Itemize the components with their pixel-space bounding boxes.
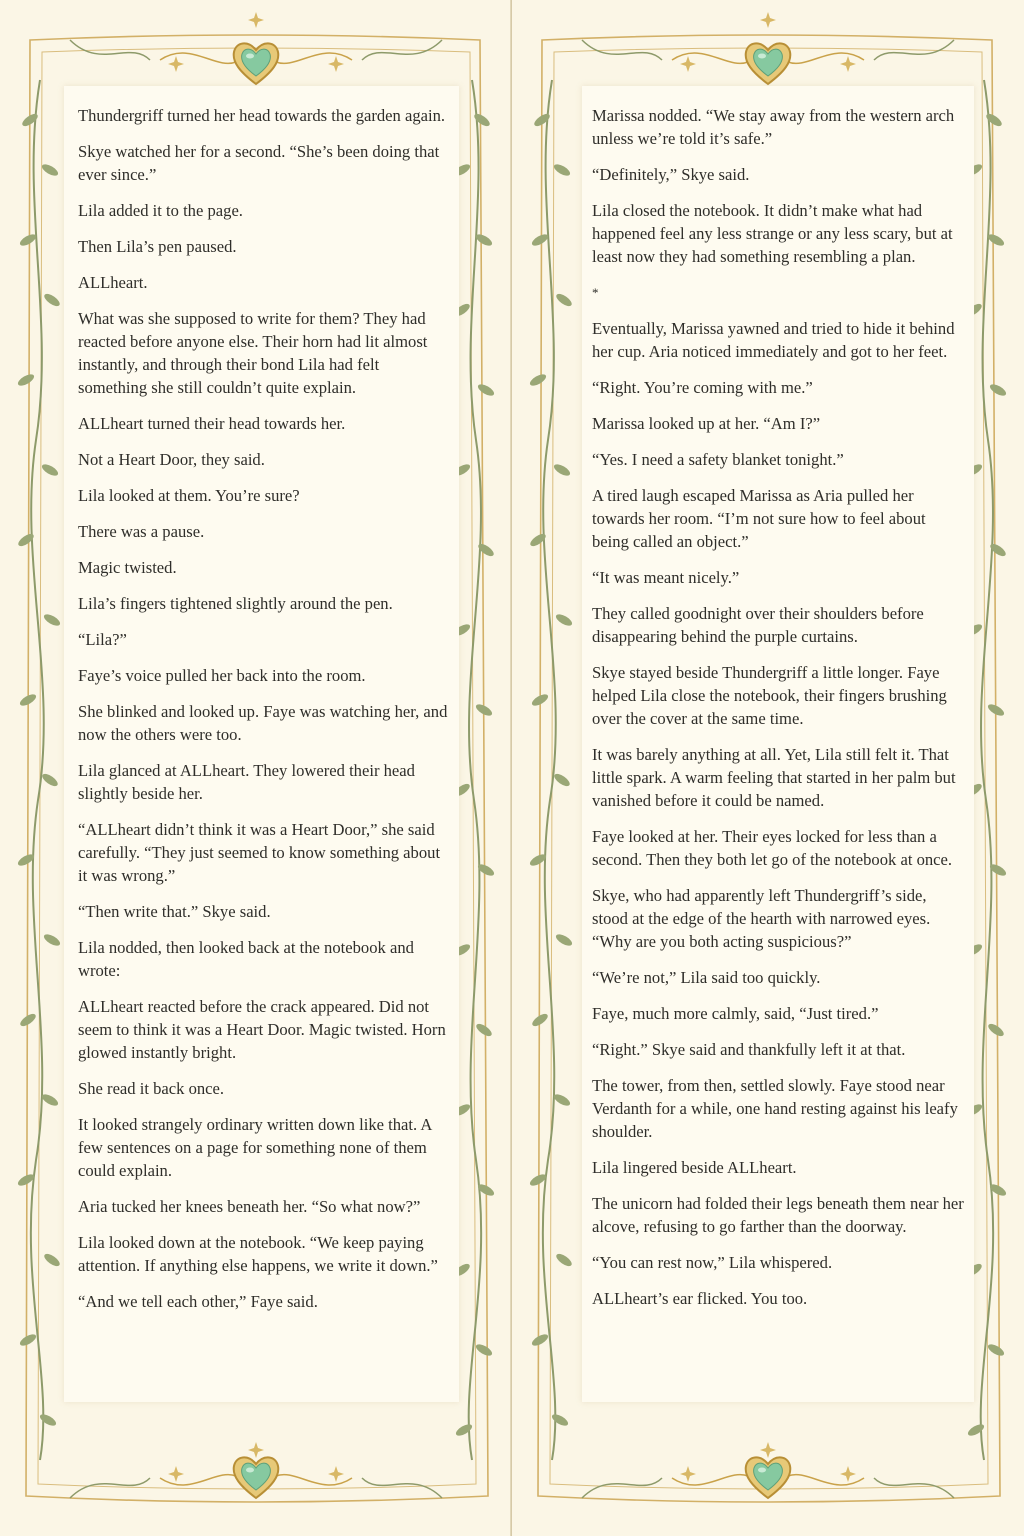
paragraph: Marissa looked up at her. “Am I?” [592,414,821,433]
paragraph: Faye’s voice pulled her back into the room. [78,666,366,685]
paragraph: “Then write that.” Skye said. [78,902,271,921]
paragraph: “We’re not,” Lila said too quickly. [592,968,821,987]
paragraph: What was she supposed to write for them? They had reacted before anyone else. Their horn had lit almost instantly, and through their bond Lila had felt something she still couldn’t quite explain. [78,309,428,397]
paragraph: Lila closed the notebook. It didn’t make what had happened feel any less strange or any less scary, but at least now they had something resembling a plan. [592,201,953,266]
paragraph: It was barely anything at all. Yet, Lila still felt it. That little spark. A warm feeling that started in her palm but vanished before it could be named. [592,745,956,810]
paragraph: ALLheart’s ear flicked. You too. [592,1289,808,1308]
paragraph: Lila glanced at ALLheart. They lowered their head slightly beside her. [78,761,415,803]
left-page-text [78,104,448,1326]
paragraph: “Right.” Skye said and thankfully left it at that. [592,1040,906,1059]
paragraph: A tired laugh escaped Marissa as Aria pulled her towards her room. “I’m not sure how to feel about being called an object.” [592,486,926,551]
paragraph: “And we tell each other,” Faye said. [78,1292,318,1311]
paragraph: She blinked and looked up. Faye was watching her, and now the others were too. [78,702,448,744]
paragraph: “Right. You’re coming with me.” [592,378,813,397]
paragraph: “Lila?” [78,630,127,649]
paragraph: Skye watched her for a second. “She’s been doing that ever since.” [78,142,440,184]
paragraph: Magic twisted. [78,558,177,577]
paragraph: The unicorn had folded their legs beneath them near her alcove, refusing to go farther than the doorway. [592,1194,964,1236]
paragraph: Aria tucked her knees beneath her. “So what now?” [78,1197,421,1216]
heart-gem-icon [230,38,282,88]
paragraph: Not a Heart Door, they said. [78,450,265,469]
paragraph: She read it back once. [78,1079,225,1098]
paragraph: Lila’s fingers tightened slightly around the pen. [78,594,393,613]
paragraph: Thundergriff turned her head towards the garden again. [78,106,446,125]
paragraph: Marissa nodded. “We stay away from the western arch unless we’re told it’s safe.” [592,106,955,148]
heart-gem-icon [230,1452,282,1502]
right-page-text [592,104,964,1323]
paragraph: It looked strangely ordinary written down like that. A few sentences on a page for something none of them could explain. [78,1115,432,1180]
paragraph: ALLheart. [78,273,148,292]
paragraph: They called goodnight over their shoulders before disappearing behind the purple curtains. [592,604,924,646]
paragraph: Lila added it to the page. [78,201,243,220]
heart-gem-icon [742,38,794,88]
right-page [512,0,1024,1536]
paragraph: Lila looked down at the notebook. “We keep paying attention. If anything else happens, we write it down.” [78,1233,438,1275]
paragraph: * [592,285,599,300]
paragraph: Faye, much more calmly, said, “Just tired.” [592,1004,879,1023]
paragraph: Faye looked at her. Their eyes locked for less than a second. Then they both let go of the notebook at once. [592,827,953,869]
paragraph: Eventually, Marissa yawned and tried to hide it behind her cup. Aria noticed immediately and got to her feet. [592,319,955,361]
paragraph: “You can rest now,” Lila whispered. [592,1253,833,1272]
heart-gem-icon [742,1452,794,1502]
paragraph: “ALLheart didn’t think it was a Heart Door,” she said carefully. “They just seemed to know something about it was wrong.” [78,820,441,885]
paragraph: “Yes. I need a safety blanket tonight.” [592,450,844,469]
paragraph: ALLheart reacted before the crack appeared. Did not seem to think it was a Heart Door. Magic twisted. Horn glowed instantly bright. [78,997,446,1062]
paragraph: “Definitely,” Skye said. [592,165,750,184]
paragraph: The tower, from then, settled slowly. Faye stood near Verdanth for a while, one hand resting against his leafy shoulder. [592,1076,958,1141]
paragraph: Then Lila’s pen paused. [78,237,237,256]
paragraph: “It was meant nicely.” [592,568,740,587]
paragraph: Lila nodded, then looked back at the notebook and wrote: [78,938,414,980]
paragraph: Skye stayed beside Thundergriff a little longer. Faye helped Lila close the notebook, their fingers brushing over the cover at the same time. [592,663,947,728]
paragraph: Lila looked at them. You’re sure? [78,486,300,505]
paragraph: There was a pause. [78,522,205,541]
paragraph: ALLheart turned their head towards her. [78,414,346,433]
paragraph: Lila lingered beside ALLheart. [592,1158,797,1177]
paragraph: Skye, who had apparently left Thundergriff’s side, stood at the edge of the hearth with narrowed eyes. “Why are you both acting suspicious?” [592,886,931,951]
